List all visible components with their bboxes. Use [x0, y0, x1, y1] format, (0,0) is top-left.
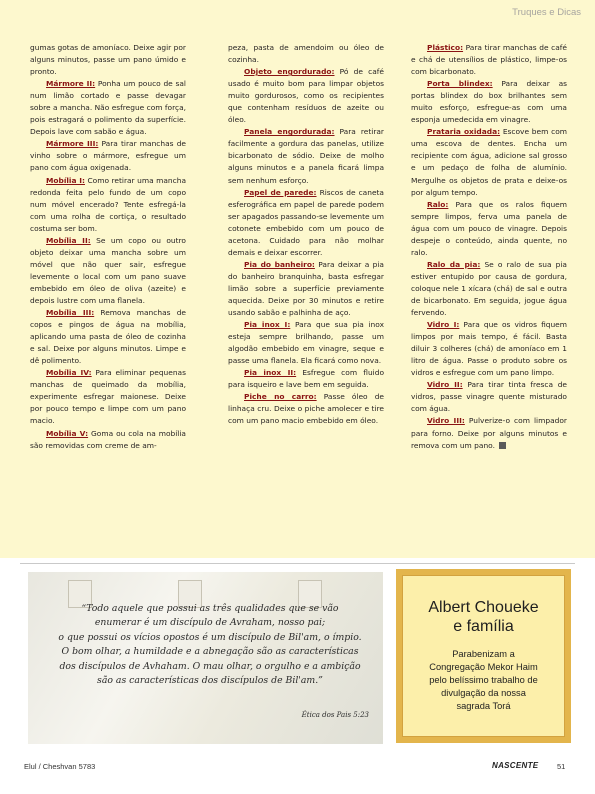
tip-title: Mobília I:: [46, 175, 85, 185]
ad-body-line: Congregação Mekor Haim: [429, 662, 538, 672]
ad-body-line: divulgação da nossa: [441, 688, 526, 698]
ad-body-line: pelo belíssimo trabalho de: [429, 675, 538, 685]
tip-text: Para eliminar pequenas manchas de queimado da mobília, experimente esfregar maionese. Deixe por pouco tempo e limpe com um pano macio.: [30, 368, 186, 426]
tip-title: Vidro III:: [427, 416, 465, 426]
tip-title: Prataria oxidada:: [427, 127, 501, 137]
tip-title: Mobília II:: [46, 235, 91, 245]
quote-text: [50, 602, 370, 688]
tip-title: Vidro I:: [427, 320, 460, 330]
advertisement-box: [396, 569, 571, 743]
tip-text: Se um copo ou outro objeto deixar uma mancha sobre um móvel que não quer sair, esfregue levemente o local com um pano suave embebido em óleo de oliva (azeite) e depois lustre com uma flanela.: [30, 235, 186, 305]
tip-paragraph: [228, 367, 384, 391]
tip-title: Mobília IV:: [46, 368, 92, 378]
tip-title: Mobília III:: [46, 308, 95, 318]
tip-paragraph: [228, 259, 384, 319]
tip-text: Para tirar manchas de vinho sobre o mármore, esfregue um pano com água oxigenada.: [30, 139, 186, 173]
text-column-1: [30, 42, 186, 452]
tip-paragraph: [411, 126, 567, 198]
section-divider: [20, 563, 575, 564]
tip-text: Ponha um pouco de sal num limão cortado e passe devagar sobre a mancha. Não esfregue com força, pois estragará o polimento da superfície. Depois lave com sabão e água.: [30, 79, 186, 137]
tip-paragraph: [411, 42, 567, 78]
section-header: Truques e Dicas: [512, 7, 581, 18]
text-column-2: [228, 42, 384, 428]
tip-paragraph: [30, 42, 186, 78]
tip-paragraph: [411, 415, 567, 451]
tip-text: Para retirar facilmente a gordura das panelas, utilize bicarbonato de sódio. Deixe de molho alguns minutos e a panela ficará limpa sem nenhum esforço.: [228, 127, 384, 185]
tip-paragraph: [411, 379, 567, 415]
tip-title: Vidro II:: [427, 380, 463, 390]
tip-paragraph: [228, 319, 384, 367]
page-number: 51: [557, 762, 566, 771]
quote-line: são as características dos discípulos de Bil'am.”: [97, 675, 323, 687]
quote-line: dos discípulos de Avhaham. O mau olhar, o orgulho e a ambição: [59, 660, 361, 672]
ad-body: [403, 648, 564, 713]
tip-title: Plástico:: [427, 43, 464, 52]
tip-title: Pia inox I:: [244, 320, 291, 330]
tip-title: Objeto engordurado:: [244, 67, 335, 77]
tip-paragraph: [228, 126, 384, 186]
tip-text: Escove bem com uma escova de dentes. Encha um recipiente com água, adicione sal grosso e um pedaço de folha de alumínio. Mergulhe os objetos de prata e deixe-os por algum tempo.: [411, 127, 567, 197]
ad-title-line: e família: [453, 618, 514, 635]
tip-title: Mármore III:: [46, 139, 99, 149]
text-column-3: [411, 42, 567, 452]
tip-paragraph: [411, 78, 567, 126]
tip-text: Para que os ralos fiquem sempre limpos, ferva uma panela de água com um pouco de vinagre. Depois despeje o conteúdo, ainda quente, no ralo.: [411, 199, 567, 257]
tip-text: Passe óleo de linhaça cru. Deixe o piche amolecer e tire com um pano macio embebido em óleo.: [228, 392, 384, 426]
tip-text: Para tirar tinta fresca de vidros, passe vinagre quente misturado com água.: [411, 380, 567, 414]
advertisement-panel: [402, 575, 565, 737]
ad-body-line: Parabenizam a: [452, 649, 515, 659]
tip-text: Pulverize-o com limpador para forno. Deixe por alguns minutos e remova com um pano.: [411, 416, 567, 450]
tip-paragraph: [228, 66, 384, 126]
quote-line: o que possui os vícios opostos é um discípulo de Bil'am, o ímpio.: [58, 631, 362, 643]
tip-text: Para que os vidros fiquem limpos por mais tempo, é fácil. Basta diluir 3 colheres (chá) de amoníaco em 1 litro de água. Passe o produto sobre os vidros e esfregue com um pano limpo.: [411, 320, 568, 378]
tip-text: Como retirar uma mancha redonda feita pelo fundo de um copo num móvel encerado? Tente esfregá-la com uma rolha de cortiça, o resultado costuma ser bom.: [30, 175, 186, 233]
tip-title: Panela engordurada:: [244, 127, 335, 137]
tip-text: peza, pasta de amendoim ou óleo de cozinha.: [228, 43, 384, 65]
tip-title: Ralo da pia:: [427, 259, 481, 269]
tip-text: Remova manchas de copos e pingos de água na mobília, aplicando uma pasta de óleo de cozinha e sal. Deixe por alguns minutos. Limpe e dê polimento.: [30, 308, 186, 366]
quote-line: enumerar é um discípulo de Avraham, nosso pai;: [94, 617, 326, 629]
tip-text: Esfregue com fluido para isqueiro e lave bem em seguida.: [228, 368, 384, 390]
tip-paragraph: [228, 391, 384, 427]
tip-text: Se o ralo de sua pia estiver entupido por causa de gordura, coloque nele 1 xícara (chá) de sal e outra de bicarbonato. Em seguida, jogue água fervendo.: [411, 259, 567, 318]
tip-title: Papel de parede:: [244, 187, 317, 197]
tip-text: Para deixar a pia do banheiro branquinha, basta esfregar limão sobre a superfície previamente aquecida. Deixe por 30 minutos e retire usando sabão e palhinha de aço.: [228, 259, 384, 318]
ad-title: [403, 598, 564, 636]
tip-text: Para tirar manchas de café e chá de utensílios de plástico, limpe-os com bicarbonato.: [411, 43, 567, 77]
tip-paragraph: [30, 367, 186, 427]
tip-paragraph: [30, 175, 186, 235]
tip-title: Piche no carro:: [244, 392, 317, 402]
tip-title: Porta blindex:: [427, 79, 493, 89]
tip-title: Ralo:: [427, 199, 449, 209]
tip-paragraph: [228, 42, 384, 66]
ad-body-line: sagrada Torá: [456, 701, 511, 711]
quote-line: O bom olhar, a humildade e a abnegação são as características: [61, 646, 359, 658]
quote-source: Ética dos Pais 5:23: [301, 711, 369, 719]
tip-paragraph: [30, 307, 186, 367]
tip-paragraph: [30, 235, 186, 307]
footer-logo: NASCENTE: [492, 761, 539, 770]
tip-title: Pia inox II:: [244, 368, 297, 378]
tip-paragraph: [228, 187, 384, 259]
tip-text: Para que sua pia inox esteja sempre brilhando, passe um algodão embebido em vinagre, seque e passe uma flanela. Ela ficará como nova.: [228, 320, 384, 366]
tip-paragraph: [30, 138, 186, 174]
end-of-article-mark: [499, 442, 506, 449]
tip-text: gumas gotas de amoníaco. Deixe agir por alguns minutos, passe um pano úmido e pronto.: [30, 43, 186, 77]
tip-title: Mobília V:: [46, 428, 89, 438]
tip-title: Mármore II:: [46, 79, 96, 89]
footer-issue: Elul / Cheshvan 5783: [24, 762, 96, 771]
tip-paragraph: [411, 319, 567, 379]
tip-text: Para deixar as portas blindex do box brilhantes sem muito esforço, esfregue-as com uma esponja umedecida em vinagre.: [411, 79, 568, 125]
tip-text: Goma ou cola na mobília são removidas com creme de am-: [30, 428, 186, 450]
tip-text: Riscos de caneta esferográfica em papel de parede podem ser apagados passando-se levemente um cotonete embebido com um pouco de acetona. Cuidado para não molhar demais e deixar escorrer.: [228, 187, 384, 257]
tip-title: Pia do banheiro:: [244, 259, 315, 269]
tip-paragraph: [411, 199, 567, 259]
quote-box: [28, 572, 383, 744]
tip-paragraph: [30, 428, 186, 452]
quote-line: “Todo aquele que possui as três qualidades que se vão: [81, 603, 339, 614]
tip-text: Pó de café usado é muito bom para limpar objetos muito gordurosos, como os recipientes que contenham resíduos de azeite ou óleo.: [228, 67, 384, 125]
tip-paragraph: [411, 259, 567, 319]
tip-paragraph: [30, 78, 186, 138]
ad-title-line: Albert Choueke: [428, 599, 539, 616]
